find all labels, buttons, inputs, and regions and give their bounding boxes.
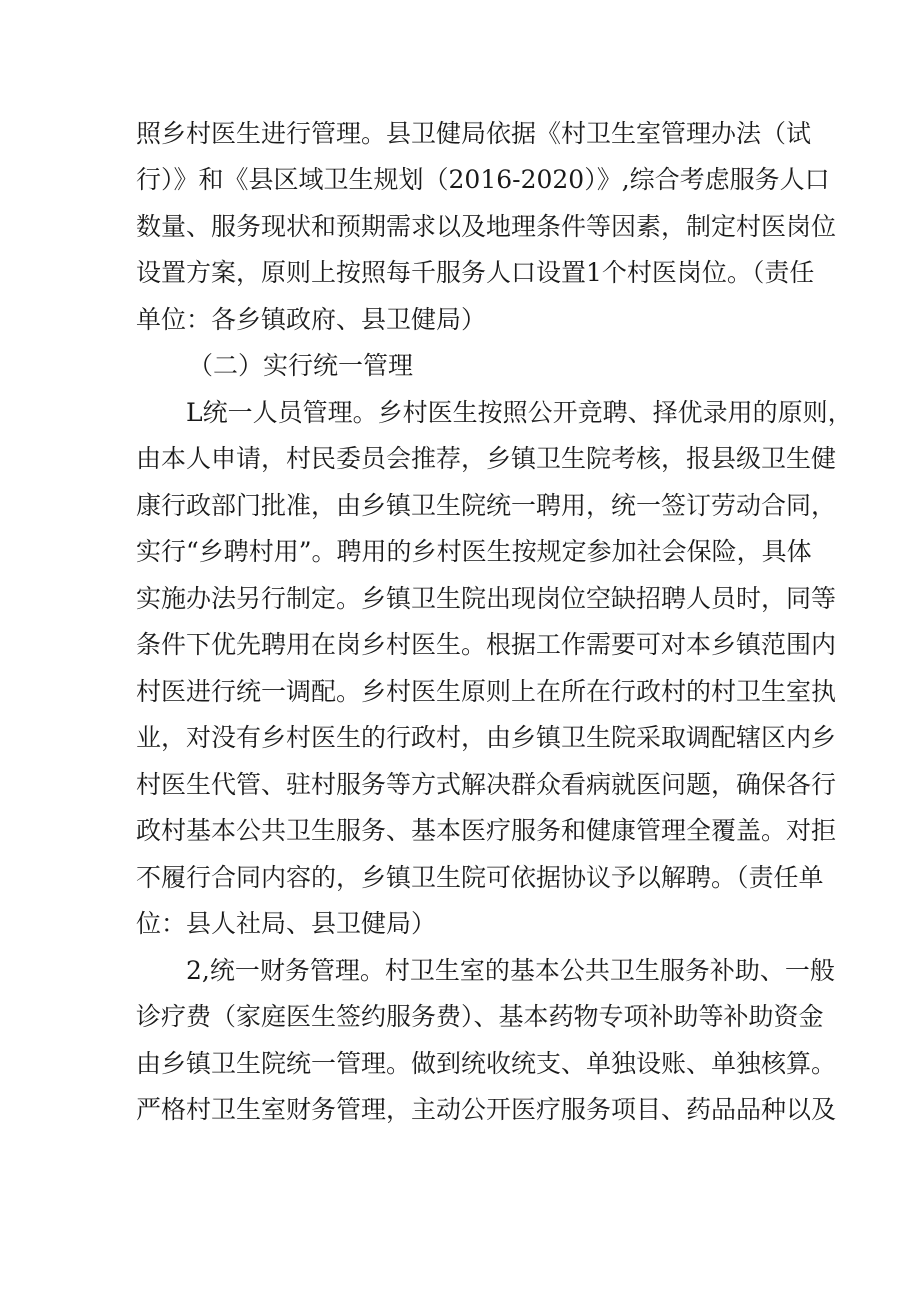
paragraph-line: L统一人员管理。乡村医生按照公开竞聘、择优录用的原则， bbox=[186, 398, 853, 427]
paragraph-line: 单位：各乡镇政府、县卫健局） bbox=[136, 305, 487, 334]
paragraph-line: 村医生代管、驻村服务等方式解决群众看病就医问题，确保各行 bbox=[136, 770, 837, 799]
paragraph-line: 实行“乡聘村用”。聘用的乡村医生按规定参加社会保险，具体 bbox=[136, 537, 812, 566]
paragraph-line: 2,统一财务管理。村卫生室的基本公共卫生服务补助、一般 bbox=[186, 956, 835, 985]
paragraph-line: 行）》和《县区域卫生规划（2016-2020）》,综合考虑服务人口 bbox=[136, 165, 830, 194]
paragraph-line: 不履行合同内容的，乡镇卫生院可依据协议予以解聘。（责任单 bbox=[136, 863, 824, 892]
paragraph-line: 业，对没有乡村医生的行政村，由乡镇卫生院采取调配辖区内乡 bbox=[136, 723, 837, 752]
paragraph-line: 位：县人社局、县卫健局） bbox=[136, 909, 437, 938]
paragraph-line: 条件下优先聘用在岗乡村医生。根据工作需要可对本乡镇范围内 bbox=[136, 630, 837, 659]
paragraph-line: 实施办法另行制定。乡镇卫生院出现岗位空缺招聘人员时，同等 bbox=[136, 584, 837, 613]
paragraph-line: 设置方案，原则上按照每千服务人口设置1个村医岗位。（责任 bbox=[136, 258, 815, 287]
paragraph-line: 由乡镇卫生院统一管理。做到统收统支、单独设账、单独核算。 bbox=[136, 1049, 837, 1078]
paragraph-line: 村医进行统一调配。乡村医生原则上在所在行政村的村卫生室执 bbox=[136, 677, 837, 706]
section-heading: （二）实行统一管理 bbox=[188, 351, 414, 380]
paragraph-line: 照乡村医生进行管理。县卫健局依据《村卫生室管理办法（试 bbox=[136, 119, 812, 148]
paragraph-line: 诊疗费（家庭医生签约服务费）、基本药物专项补助等补助资金 bbox=[136, 1002, 824, 1031]
paragraph-line: 严格村卫生室财务管理，主动公开医疗服务项目、药品品种以及 bbox=[136, 1095, 837, 1124]
paragraph-line: 康行政部门批准，由乡镇卫生院统一聘用，统一签订劳动合同， bbox=[136, 491, 837, 520]
paragraph-line: 由本人申请，村民委员会推荐，乡镇卫生院考核，报县级卫生健 bbox=[136, 444, 837, 473]
paragraph-line: 政村基本公共卫生服务、基本医疗服务和健康管理全覆盖。对拒 bbox=[136, 816, 837, 845]
paragraph-line: 数量、服务现状和预期需求以及地理条件等因素，制定村医岗位 bbox=[136, 212, 837, 241]
